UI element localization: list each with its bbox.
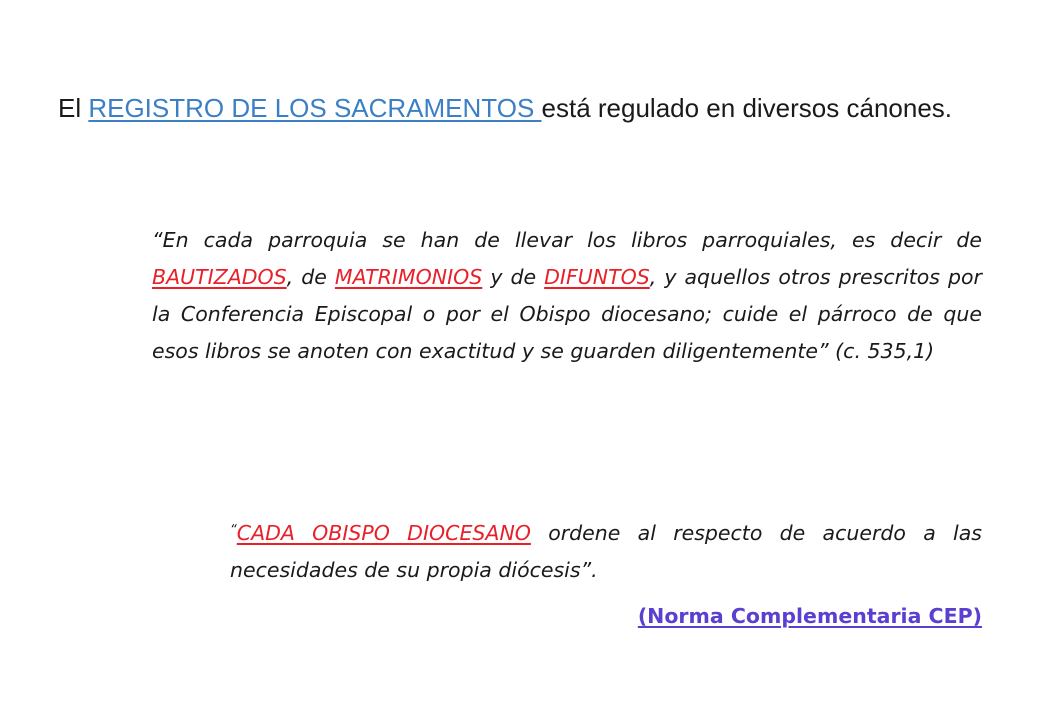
bautizados-link[interactable]: BAUTIZADOS: [152, 265, 287, 289]
obispo-quote: [230, 512, 982, 589]
canon-535-quote: [152, 222, 982, 370]
intro-paragraph: [58, 88, 958, 128]
matrimonios-link[interactable]: MATRIMONIOS: [334, 265, 483, 289]
intro-prefix: El: [58, 93, 89, 123]
quote-text-2: y de: [482, 265, 545, 289]
quote-text-open: “En cada parroquia se han de llevar los libros parroquiales, es decir de: [152, 228, 982, 252]
cada-obispo-diocesano-link[interactable]: CADA OBISPO DIOCESANO: [236, 521, 531, 545]
norma-complementaria-link[interactable]: (Norma Complementaria CEP): [637, 604, 982, 628]
obispo-quote-rest: ordene al respecto de acuerdo a las necesidades de su propia diócesis”.: [230, 521, 982, 582]
registro-sacramentos-link[interactable]: REGISTRO DE LOS SACRAMENTOS: [88, 93, 542, 123]
quote-open-mark: “: [230, 523, 237, 538]
intro-suffix: está regulado en diversos cánones.: [541, 93, 953, 123]
difuntos-link[interactable]: DIFUNTOS: [544, 265, 650, 289]
quote-text-1: , de: [286, 265, 335, 289]
quote-text-3: , y aquellos otros prescritos por la Conferencia Episcopal o por el Obispo diocesano; cuide el párroco de que esos libros se anoten con exactitud y se guarden diligentemente” (c. 535,1): [152, 265, 982, 363]
